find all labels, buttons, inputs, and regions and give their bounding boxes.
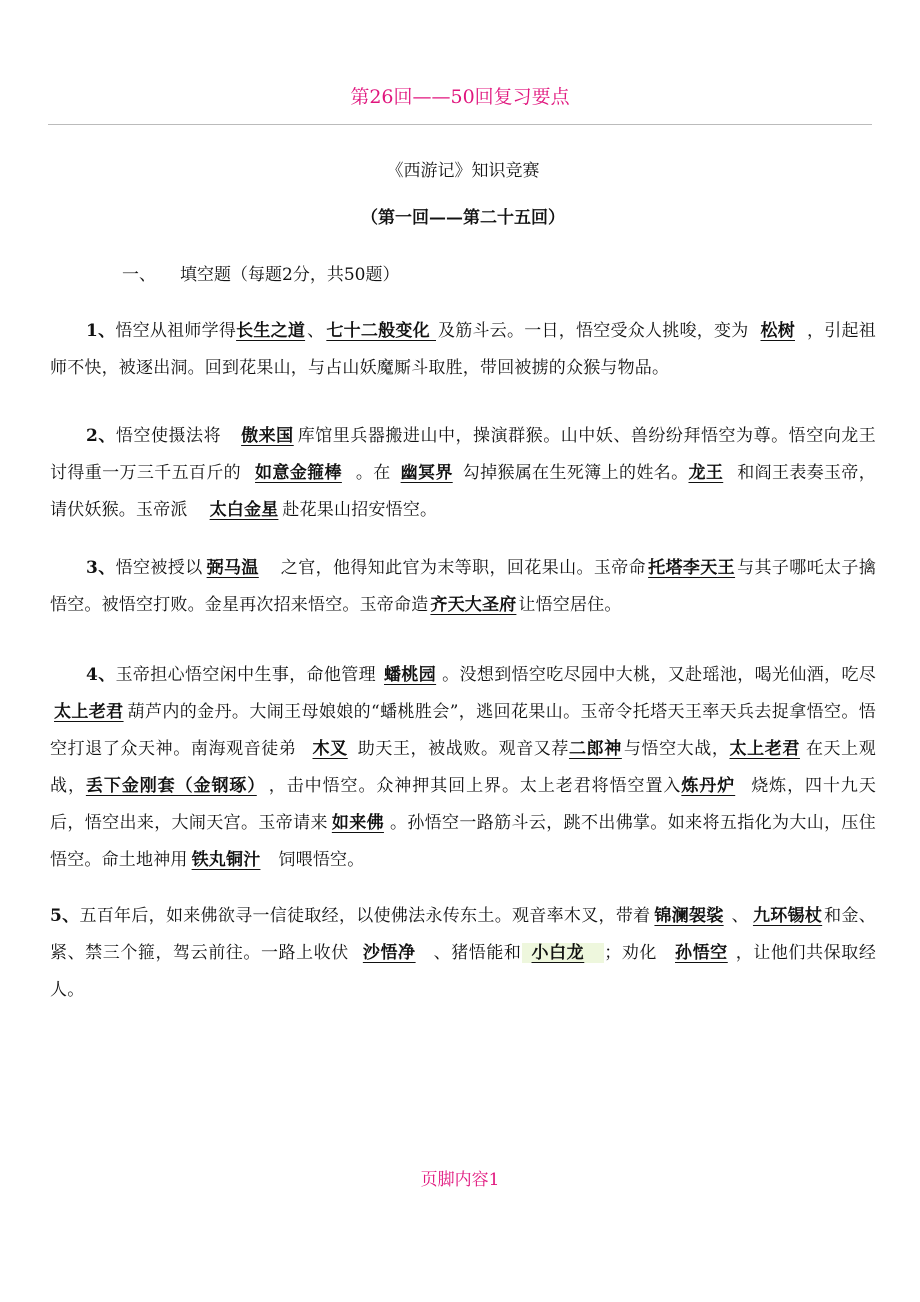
question-3 <box>50 550 876 624</box>
question-text: 、猪悟能和 <box>433 943 522 963</box>
answer-blank: 锦澜袈裟 <box>654 906 724 926</box>
question-text: 。孙悟空一路筋斗云，跳不出佛掌。如来将五指化为大山，压住悟空。命土地神用 <box>50 813 876 870</box>
question-text: 玉帝担心悟空闲中生事，命他管理 <box>115 665 377 685</box>
question-text: 赴花果山招安悟空。 <box>282 500 438 520</box>
question-number: 5、 <box>50 906 80 926</box>
answer-blank: 七十二般变化 <box>326 321 436 341</box>
question-text: 悟空使摄法将 <box>115 426 222 446</box>
question-text: 悟空从祖师学得 <box>115 321 237 341</box>
question-4 <box>50 657 876 879</box>
answer-blank: 如来佛 <box>331 813 384 833</box>
question-text: 在天上观战， <box>50 739 876 796</box>
section-heading <box>122 260 399 285</box>
question-text: 烧炼，四十九天后，悟空出来，大闹天宫。玉帝请来 <box>50 776 877 833</box>
question-text: 悟空被授以 <box>115 558 203 578</box>
answer-blank: 蟠桃园 <box>384 665 437 685</box>
question-text: 勾掉猴属在生死簿上的姓名。 <box>462 463 689 483</box>
answer-blank: 太上老君 <box>54 702 124 722</box>
question-text: 库馆里兵器搬进山中，操演群猴。山中妖、兽纷纷拜悟空为尊。悟空向龙王讨得重一万三千五百斤的 <box>50 426 876 483</box>
question-text: ，让他们共保取经人。 <box>50 943 877 1000</box>
answer-blank: 铁丸铜汁 <box>191 850 261 870</box>
answer-blank: 长生之道 <box>236 321 306 341</box>
answer-blank: 弼马温 <box>206 558 259 578</box>
question-2 <box>50 418 876 529</box>
question-text: 与悟空大战， <box>623 739 730 759</box>
answer-blank: 二郎神 <box>569 739 622 759</box>
question-number: 3、 <box>86 558 116 578</box>
section-label: 填空题（每题2分，共50题） <box>180 265 400 285</box>
answer-blank: 炼丹炉 <box>681 776 736 796</box>
answer-blank: 沙悟净 <box>362 943 416 963</box>
question-text: 五百年后，如来佛欲寻一信徒取经，以使佛法永传东土。观音率木叉，带着 <box>79 906 651 926</box>
answer-blank: 太上老君 <box>729 739 800 759</box>
section-number: 一、 <box>122 265 156 285</box>
answer-blank: 如意金箍棒 <box>255 463 342 483</box>
question-text: 让悟空居住。 <box>518 595 622 615</box>
answer-blank: 齐天大圣府 <box>430 595 517 615</box>
question-text: 葫芦内的金丹。大闹王母娘娘的“蟠桃胜会”，逃回花果山。玉帝令托塔天王率天兵去捉拿悟空。悟空打退了众天神。南海观音徒弟 <box>50 702 876 759</box>
question-text: 之官，他得知此官为末等职，回花果山。玉帝命 <box>280 558 647 578</box>
answer-blank: 太白金星 <box>209 500 279 520</box>
question-text: ，引起祖师不快，被逐出洞。回到花果山，与占山妖魔厮斗取胜，带回被掳的众猴与物品。 <box>50 321 876 378</box>
answer-blank: 托塔李天王 <box>648 558 736 578</box>
question-text: ，击中悟空。众神押其回上界。太上老君将悟空置入 <box>268 776 682 796</box>
answer-blank: 幽冥界 <box>400 463 453 483</box>
answer-blank: 小白龙 <box>522 943 605 963</box>
question-text: 与其子哪吒太子擒悟空。被悟空打败。金星再次招来悟空。玉帝命造 <box>50 558 877 615</box>
page-footer: 页脚内容1 <box>420 1170 500 1190</box>
question-text: 和金、紧、禁三个箍，驾云前往。一路上收伏 <box>50 906 876 963</box>
answer-blank: 九环锡杖 <box>752 906 823 926</box>
question-text: 、 <box>731 906 749 926</box>
question-text: 助天王，被战败。观音又荐 <box>357 739 570 759</box>
question-5 <box>50 898 876 1009</box>
question-text: 。在 <box>355 463 391 483</box>
question-number: 1、 <box>86 321 116 341</box>
header-divider <box>48 124 872 125</box>
answer-blank: 松树 <box>760 321 795 341</box>
question-text: 饲喂悟空。 <box>278 850 365 870</box>
answer-blank: 傲来国 <box>241 426 294 446</box>
question-text: 、 <box>307 321 325 341</box>
answer-blank: 丢下金刚套（金钢琢） <box>85 776 257 796</box>
page-header-title: 第26回——50回复习要点 <box>350 86 570 108</box>
question-number: 4、 <box>86 665 116 685</box>
answer-blank: 孙悟空 <box>675 943 728 963</box>
document-title: 《西游记》知识竞赛 <box>386 161 540 181</box>
answer-blank: 龙王 <box>688 463 724 483</box>
question-text: 。没想到悟空吃尽园中大桃，又赴瑶池，喝光仙酒，吃尽 <box>442 665 877 685</box>
question-1 <box>50 313 876 387</box>
question-text: 和阎王表奏玉帝，请伏妖猴。玉帝派 <box>50 463 876 520</box>
document-subtitle: （第一回——第二十五回） <box>361 208 565 228</box>
question-text: 及筋斗云。一日，悟空受众人挑唆，变为 <box>438 321 749 341</box>
question-text: ；劝化 <box>604 943 658 963</box>
answer-blank: 木叉 <box>312 739 348 759</box>
question-number: 2、 <box>86 426 116 446</box>
